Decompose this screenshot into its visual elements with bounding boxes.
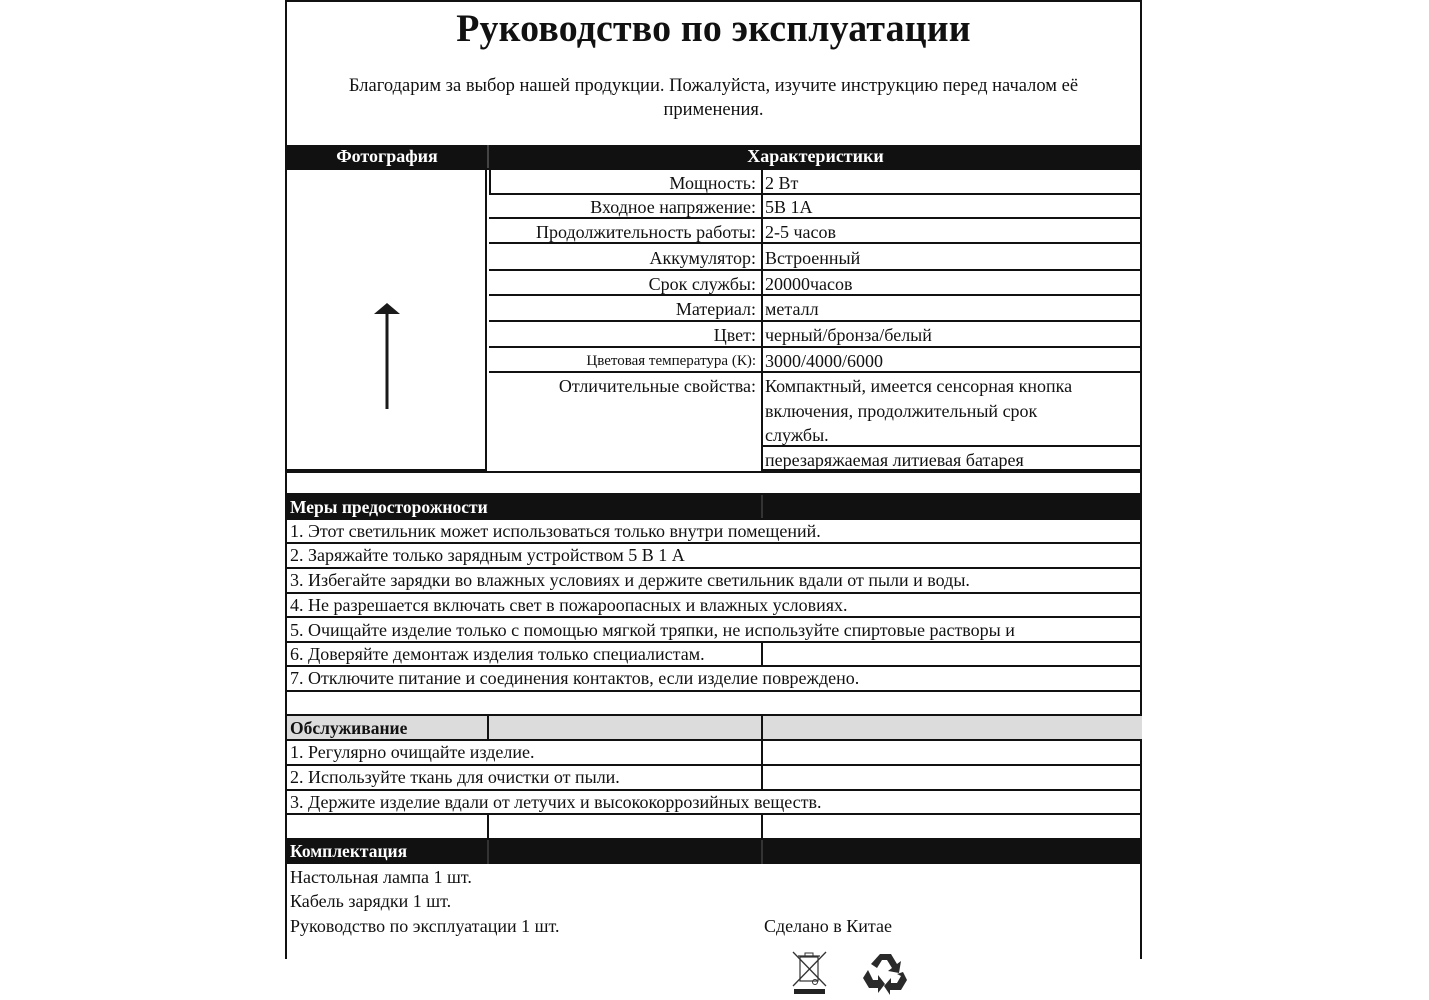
maintenance-row: [287, 791, 1142, 815]
spacer-row: [287, 473, 1142, 495]
precaution-item: 6. Доверяйте демонтаж изделия только специалистам.: [290, 644, 705, 664]
divider: [761, 170, 763, 471]
maintenance-item: 2. Используйте ткань для очистки от пыли.: [290, 767, 620, 787]
divider: [761, 643, 763, 665]
precaution-row: [287, 667, 1142, 692]
divider: [487, 716, 489, 739]
spec-value: 2 Вт: [765, 173, 799, 193]
spec-value: 2-5 часов: [765, 222, 837, 242]
spec-value: 3000/4000/6000: [765, 351, 884, 371]
precaution-item: 3. Избегайте зарядки во влажных условиях и держите светильник вдали от пыли и воды.: [290, 570, 970, 590]
divider: [487, 840, 489, 864]
maintenance-header: [287, 716, 1142, 741]
spec-value: 20000часов: [765, 274, 853, 294]
precaution-item: 4. Не разрешается включать свет в пожароопасных и влажных условиях.: [290, 595, 848, 615]
precaution-row: [287, 544, 1142, 569]
recycle-icon: [860, 950, 910, 998]
spec-value: металл: [765, 299, 819, 319]
specs-header: Характеристики: [747, 146, 884, 166]
spacer-row: [287, 815, 1142, 840]
spec-label: Срок службы:: [648, 274, 756, 294]
spec-value-line: включения, продолжительный срок: [765, 401, 1038, 421]
divider: [761, 716, 763, 739]
divider: [761, 840, 763, 864]
package-title: Комплектация: [290, 841, 408, 861]
package-header: [287, 840, 1142, 864]
precaution-row: [287, 643, 1142, 667]
spec-label: Аккумулятор:: [649, 248, 756, 268]
divider: [761, 741, 763, 764]
precaution-row: [287, 618, 1142, 643]
precaution-item: 7. Отключите питание и соединения контактов, если изделие повреждено.: [290, 668, 860, 688]
divider: [761, 495, 763, 518]
precaution-item: 1. Этот светильник может использоваться только внутри помещений.: [290, 521, 821, 541]
spec-label: Цветовая температура (К):: [586, 353, 756, 369]
maintenance-item: 1. Регулярно очищайте изделие.: [290, 742, 535, 762]
spacer-row: [287, 692, 1142, 716]
precautions-header: [287, 495, 1142, 520]
spec-value-line: службы.: [765, 425, 829, 445]
table-lamp-image: [327, 229, 447, 409]
maintenance-title: Обслуживание: [290, 718, 408, 738]
spec-value-line: Компактный, имеется сенсорная кнопка: [765, 376, 1073, 396]
crossed-out-wheeled-bin-icon: [790, 948, 830, 998]
spec-label: Отличительные свойства:: [558, 376, 756, 396]
package-item: Настольная лампа 1 шт.: [290, 867, 472, 887]
product-photo: [287, 169, 487, 471]
spec-label: Продолжительность работы:: [535, 222, 756, 242]
made-in-label: Сделано в Китае: [764, 916, 892, 936]
maintenance-row: [287, 741, 1142, 766]
divider: [761, 766, 763, 789]
precaution-item: 5. Очищайте изделие только с помощью мягкой тряпки, не используйте спиртовые растворы и: [290, 620, 1015, 640]
spec-label: Цвет:: [713, 325, 756, 345]
spec-value: 5В 1А: [765, 197, 813, 217]
spec-value: перезаряжаемая литиевая батарея: [765, 450, 1024, 470]
divider: [761, 815, 763, 838]
photo-header: Фотография: [336, 146, 438, 166]
specs-header-row: [287, 145, 1142, 170]
package-item: Кабель зарядки 1 шт.: [290, 891, 452, 911]
precaution-item: 2. Заряжайте только зарядным устройством 5 В 1 А: [290, 545, 685, 565]
spec-value: черный/бронза/белый: [765, 325, 932, 345]
package-item: Руководство по эксплуатации 1 шт.: [290, 916, 560, 936]
instruction-sheet: [285, 0, 1142, 959]
precaution-row: [287, 569, 1142, 594]
spec-label: Материал:: [675, 299, 756, 319]
page-title: Руководство по эксплуатации: [456, 7, 971, 50]
precaution-row: [287, 594, 1142, 618]
precautions-title: Меры предосторожности: [290, 497, 488, 517]
spec-label: Входное напряжение:: [590, 197, 756, 217]
maintenance-row: [287, 766, 1142, 791]
maintenance-item: 3. Держите изделие вдали от летучих и высококоррозийных веществ.: [290, 792, 822, 812]
spec-value: Встроенный: [765, 248, 861, 268]
divider: [487, 815, 489, 838]
precaution-row: [287, 520, 1142, 544]
spec-label: Мощность:: [669, 173, 756, 193]
intro-text: Благодарим за выбор нашей продукции. Пожалуйста, изучите инструкцию перед началом её применения.: [348, 76, 1079, 120]
